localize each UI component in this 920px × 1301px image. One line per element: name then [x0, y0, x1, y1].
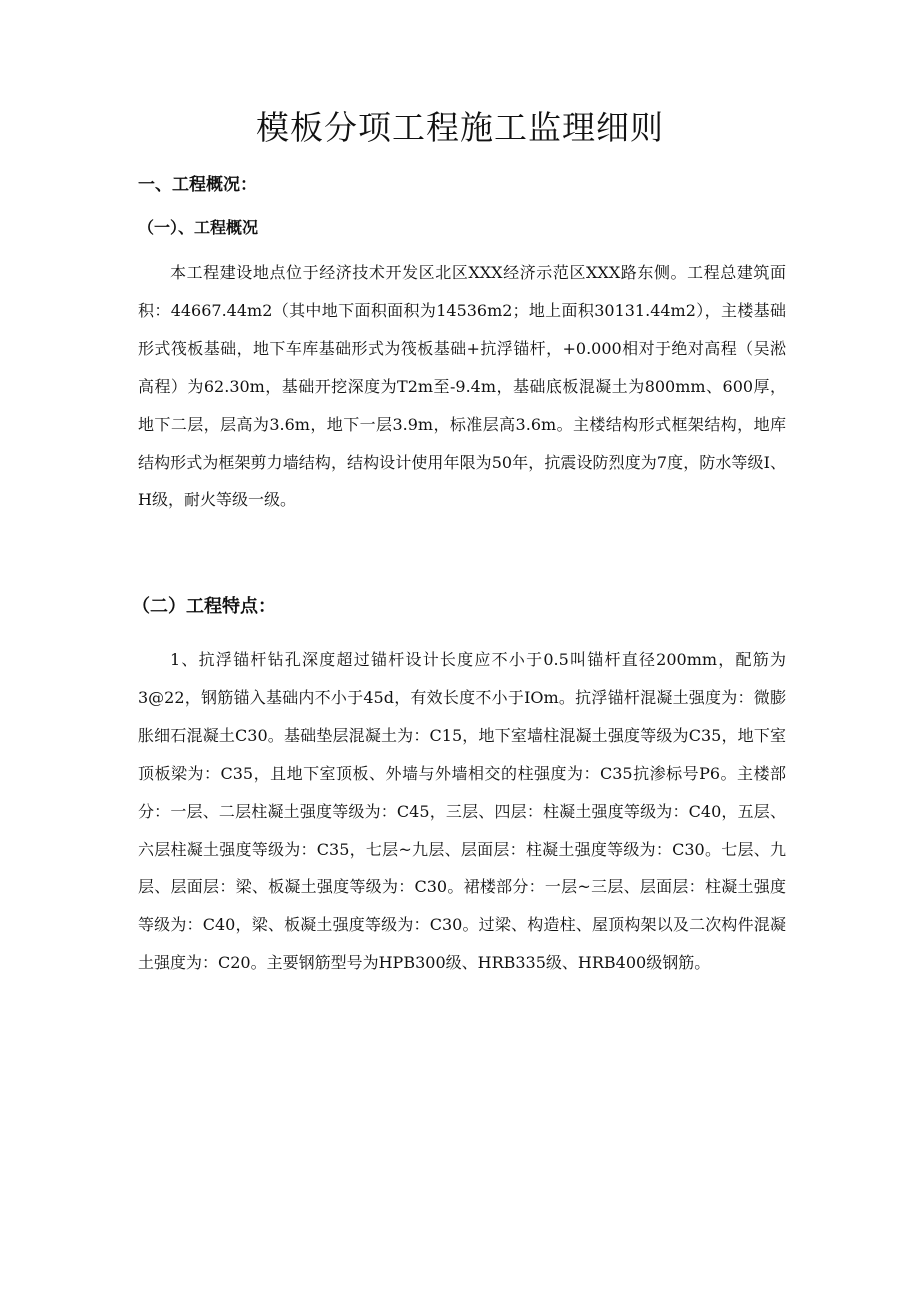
subsection-heading-features: （二）工程特点：	[132, 596, 276, 617]
subsection-heading-overview: （一）、工程概况	[138, 218, 259, 237]
page-title: 模板分项工程施工监理细则	[256, 108, 664, 147]
paragraph-project-features: 1、抗浮锚杆钻孔深度超过锚杆设计长度应不小于0.5叫锚杆直径200mm，配筋为3@22，钢筋锚入基础内不小于45d，有效长度不小于IOm。抗浮锚杆混凝土强度为：微膨胀细石混凝土C30。基础垫层混凝土为：C15，地下室墙柱混凝土强度等级为C35，地下室顶板梁为：C35，且地下室顶板、外墙与外墙相交的柱强度为：C35抗渗标号P6。主楼部分：一层、二层柱凝土强度等级为：C45，三层、四层：柱凝土强度等级为：C40，五层、六层柱凝土强度等级为：C35，七层~九层、层面层：柱凝土强度等级为：C30。七层、九层、层面层：梁、板凝土强度等级为：C30。裙楼部分：一层~三层、层面层：柱凝土强度等级为：C40，梁、板凝土强度等级为：C30。过梁、构造柱、屋顶构架以及二次构件混凝土强度为：C20。主要钢筋型号为HPB300级、HRB335级、HRB400级钢筋。	[138, 650, 786, 973]
paragraph-project-overview: 本工程建设地点位于经济技术开发区北区XXX经济示范区XXX路东侧。工程总建筑面积：44667.44m2（其中地下面积面积为14536m2；地上面积30131.44m2），主楼基础形式筏板基础，地下车库基础形式为筏板基础+抗浮锚杆，+0.000相对于绝对高程（吴淞高程）为62.30m，基础开挖深度为T2m至-9.4m，基础底板混凝土为800mm、600厚，地下二层，层高为3.6m，地下一层3.9m，标准层高3.6m。主楼结构形式框架结构，地库结构形式为框架剪力墙结构，结构设计使用年限为50年，抗震设防烈度为7度，防水等级I、H级，耐火等级一级。	[138, 263, 786, 510]
section-heading-overview: 一、工程概况：	[138, 175, 257, 195]
